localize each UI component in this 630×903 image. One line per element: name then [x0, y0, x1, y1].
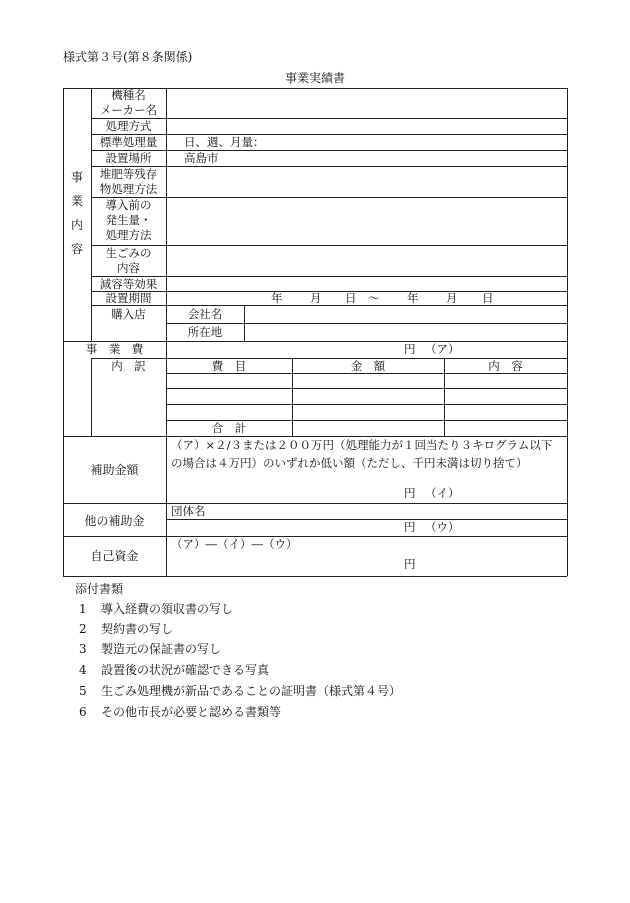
subsidy-yen: 円 — [404, 486, 416, 500]
standard-capacity-value: 日、週、月量： — [184, 135, 265, 149]
period-month-2: 月 — [446, 291, 458, 305]
subsidy-text: （ア）×２/３または２００万円（処理能力が１回当たり３キログラム以下の場合は４万円）のいずれか低い額（ただし、千円未満は切り捨て） — [171, 438, 553, 470]
label-garbage-content-1: 生ごみの — [105, 246, 152, 260]
label-pre-intro-2: 発生量・ — [105, 213, 152, 227]
attachment-item-number: 1 — [79, 602, 87, 616]
attachment-item-number: 2 — [79, 622, 87, 636]
section-label-char: 業 — [70, 194, 83, 208]
header-content: 内 容 — [488, 359, 523, 373]
attachment-item-text: その他市長が必要と認める書類等 — [101, 705, 282, 719]
attachment-item-number: 4 — [79, 663, 87, 677]
label-pre-intro-3: 処理方法 — [105, 228, 152, 242]
project-cost-yen: 円 — [404, 342, 416, 356]
attachments-title: 添付書類 — [75, 582, 124, 596]
label-breakdown: 内 訳 — [111, 359, 146, 373]
period-day-2: 日 — [482, 291, 494, 305]
attachment-item-text: 契約書の写し — [101, 622, 174, 636]
label-purchase-store: 購入店 — [111, 307, 146, 321]
period-year-1: 年 — [271, 291, 283, 305]
label-other-subsidy: 他の補助金 — [84, 514, 145, 528]
header-cost-item: 費 目 — [211, 359, 247, 373]
label-compost-disposal-1: 堆肥等残存 — [99, 167, 158, 181]
label-own-funds: 自己資金 — [90, 549, 139, 563]
own-funds-yen: 円 — [404, 557, 416, 571]
label-machine-type: 機種名 — [111, 88, 146, 102]
label-reduction-effect: 減容等効果 — [99, 277, 158, 291]
attachment-item-number: 5 — [79, 684, 87, 698]
period-day-1: 日 — [345, 291, 357, 305]
attachment-item-number: 6 — [79, 705, 87, 719]
other-subsidy-yen: 円 — [404, 520, 416, 534]
attachment-item-number: 3 — [79, 642, 87, 656]
label-subsidy-amount: 補助金額 — [90, 463, 139, 477]
install-location-value: 高島市 — [184, 151, 219, 165]
label-standard-capacity: 標準処理量 — [99, 135, 158, 149]
label-install-period: 設置期間 — [105, 291, 152, 305]
label-maker-name: メーカー名 — [99, 103, 158, 117]
label-company-name: 会社名 — [187, 307, 223, 321]
period-year-2: 年 — [407, 291, 419, 305]
label-project-cost: 事 業 費 — [85, 342, 144, 356]
label-pre-intro-1: 導入前の — [105, 198, 152, 212]
attachment-item-text: 生ごみ処理機が新品であることの証明書（様式第４号） — [101, 684, 402, 698]
document-title: 事業実績書 — [284, 71, 345, 85]
label-address: 所在地 — [187, 325, 223, 339]
label-install-location: 設置場所 — [105, 151, 152, 165]
attachment-item-text: 設置後の状況が確認できる写真 — [101, 663, 270, 677]
period-month-1: 月 — [310, 291, 322, 305]
period-tilde: 〜 — [368, 291, 380, 305]
attachment-item-text: 製造元の保証書の写し — [101, 642, 222, 656]
label-processing-method: 処理方式 — [105, 119, 152, 133]
label-org-name: 団体名 — [171, 504, 206, 518]
header-amount: 金 額 — [350, 359, 386, 373]
label-garbage-content-2: 内容 — [117, 261, 140, 275]
section-label-char: 事 — [70, 170, 83, 184]
label-total: 合 計 — [211, 421, 247, 435]
section-label-char: 内 — [70, 218, 83, 232]
subsidy-mark: （イ） — [425, 486, 460, 500]
form-number: 様式第３号(第８条関係) — [63, 50, 193, 64]
project-cost-mark: （ア） — [425, 342, 460, 356]
section-label-char: 容 — [70, 242, 83, 256]
attachment-item-text: 導入経費の領収書の写し — [101, 602, 234, 616]
section-label-project-content — [63, 165, 91, 261]
other-subsidy-mark: （ウ） — [425, 520, 460, 534]
label-compost-disposal-2: 物処理方法 — [99, 182, 158, 196]
own-funds-formula: （ア）―（イ）―（ウ） — [171, 537, 298, 551]
